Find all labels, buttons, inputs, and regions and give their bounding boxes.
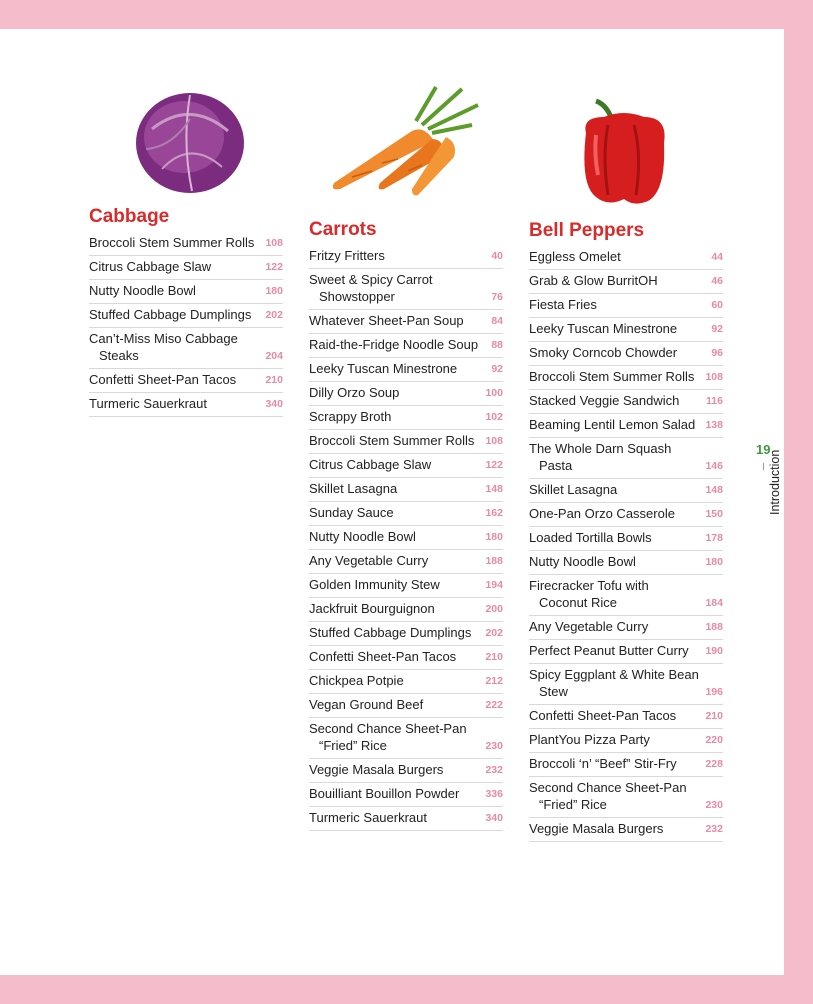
recipe-title: Any Vegetable Curry bbox=[309, 553, 429, 568]
carrots-illustration bbox=[312, 85, 480, 197]
page-ref: 228 bbox=[705, 758, 723, 770]
column-heading: Carrots bbox=[309, 219, 377, 240]
recipe-title: Can’t-Miss Miso Cabbage Steaks bbox=[89, 331, 238, 363]
recipe-title: PlantYou Pizza Party bbox=[529, 732, 650, 747]
index-entry bbox=[529, 438, 723, 479]
page-ref: 100 bbox=[485, 387, 503, 399]
column-heading: Bell Peppers bbox=[529, 220, 645, 241]
index-entry bbox=[89, 328, 283, 369]
recipe-title: Vegan Ground Beef bbox=[309, 697, 424, 712]
recipe-title: Confetti Sheet-Pan Tacos bbox=[309, 649, 457, 664]
recipe-title: Citrus Cabbage Slaw bbox=[309, 457, 432, 472]
page-ref: 210 bbox=[705, 710, 723, 722]
page-ref: 340 bbox=[265, 398, 283, 410]
page-ref: 232 bbox=[705, 823, 723, 835]
index-entry bbox=[529, 503, 723, 527]
page-ref: 190 bbox=[705, 645, 723, 657]
index-entry bbox=[309, 598, 503, 622]
page-ref: 138 bbox=[705, 419, 723, 431]
page-ref: 200 bbox=[485, 603, 503, 615]
recipe-title: Eggless Omelet bbox=[529, 249, 621, 264]
index-entry bbox=[89, 280, 283, 304]
index-entry bbox=[309, 406, 503, 430]
bell-pepper-illustration bbox=[578, 95, 670, 209]
index-entry bbox=[309, 694, 503, 718]
index-entry bbox=[309, 718, 503, 759]
page-ref: 92 bbox=[711, 323, 723, 335]
recipe-title: Broccoli Stem Summer Rolls bbox=[529, 369, 695, 384]
index-entry bbox=[309, 574, 503, 598]
recipe-title: Confetti Sheet-Pan Tacos bbox=[89, 372, 237, 387]
index-entry bbox=[529, 664, 723, 705]
page-ref: 194 bbox=[485, 579, 503, 591]
index-entry bbox=[529, 753, 723, 777]
page-ref: 222 bbox=[485, 699, 503, 711]
page-ref: 148 bbox=[705, 484, 723, 496]
index-entry bbox=[529, 294, 723, 318]
index-entry bbox=[529, 777, 723, 818]
index-entry bbox=[529, 390, 723, 414]
page-ref: 204 bbox=[265, 350, 283, 362]
recipe-title: Broccoli ‘n’ “Beef” Stir-Fry bbox=[529, 756, 677, 771]
index-entry bbox=[309, 245, 503, 269]
recipe-title: Confetti Sheet-Pan Tacos bbox=[529, 708, 677, 723]
index-entry bbox=[309, 334, 503, 358]
recipe-title: Second Chance Sheet-Pan “Fried” Rice bbox=[309, 721, 467, 753]
recipe-title: Fiesta Fries bbox=[529, 297, 597, 312]
page-ref: 88 bbox=[491, 339, 503, 351]
recipe-title: Golden Immunity Stew bbox=[309, 577, 440, 592]
index-entry bbox=[529, 818, 723, 842]
index-entry bbox=[309, 478, 503, 502]
recipe-title: Dilly Orzo Soup bbox=[309, 385, 400, 400]
page-ref: 76 bbox=[491, 291, 503, 303]
page-ref: 116 bbox=[706, 395, 723, 407]
recipe-title: Skillet Lasagna bbox=[309, 481, 398, 496]
recipe-title: Sweet & Spicy Carrot Showstopper bbox=[309, 272, 433, 304]
page-ref: 92 bbox=[491, 363, 503, 375]
page-ref: 178 bbox=[705, 532, 723, 544]
column-heading: Cabbage bbox=[89, 206, 170, 227]
index-entry bbox=[529, 729, 723, 753]
recipe-title: Raid-the-Fridge Noodle Soup bbox=[309, 337, 479, 352]
recipe-title: Scrappy Broth bbox=[309, 409, 392, 424]
index-entry bbox=[309, 783, 503, 807]
page-ref: 162 bbox=[485, 507, 503, 519]
page-ref: 180 bbox=[265, 285, 283, 297]
page-ref: 122 bbox=[265, 261, 283, 273]
index-entry bbox=[309, 430, 503, 454]
index-entry bbox=[309, 310, 503, 334]
index-entry bbox=[309, 622, 503, 646]
page-ref: 196 bbox=[705, 686, 723, 698]
recipe-title: Fritzy Fritters bbox=[309, 248, 385, 263]
recipe-title: Perfect Peanut Butter Curry bbox=[529, 643, 689, 658]
recipe-title: Sunday Sauce bbox=[309, 505, 394, 520]
cabbage-column bbox=[89, 206, 283, 417]
recipe-title: Nutty Noodle Bowl bbox=[529, 554, 636, 569]
page-ref: 230 bbox=[485, 740, 503, 752]
page-ref: 148 bbox=[485, 483, 503, 495]
recipe-title: Whatever Sheet-Pan Soup bbox=[309, 313, 464, 328]
recipe-title: Broccoli Stem Summer Rolls bbox=[309, 433, 475, 448]
recipe-title: Spicy Eggplant & White Bean Stew bbox=[529, 667, 699, 699]
index-entry bbox=[309, 646, 503, 670]
recipe-title: Bouilliant Bouillon Powder bbox=[309, 786, 460, 801]
index-entry bbox=[89, 256, 283, 280]
entry-list bbox=[89, 232, 283, 417]
page-ref: 108 bbox=[265, 237, 283, 249]
index-entry bbox=[309, 526, 503, 550]
index-entry bbox=[89, 304, 283, 328]
index-entry bbox=[309, 382, 503, 406]
recipe-title: Second Chance Sheet-Pan “Fried” Rice bbox=[529, 780, 687, 812]
recipe-title: Stacked Veggie Sandwich bbox=[529, 393, 680, 408]
page-ref: 340 bbox=[485, 812, 503, 824]
index-entry bbox=[529, 551, 723, 575]
page-ref: 188 bbox=[705, 621, 723, 633]
recipe-title: Stuffed Cabbage Dumplings bbox=[309, 625, 472, 640]
index-entry bbox=[529, 479, 723, 503]
bell-peppers-column bbox=[529, 220, 723, 842]
index-entry bbox=[89, 369, 283, 393]
index-entry bbox=[309, 759, 503, 783]
page-ref: 150 bbox=[705, 508, 723, 520]
page-number: 19 bbox=[756, 442, 771, 457]
recipe-title: Grab & Glow BurritOH bbox=[529, 273, 658, 288]
recipe-title: Jackfruit Bourguignon bbox=[309, 601, 435, 616]
page-ref: 336 bbox=[485, 788, 503, 800]
page-ref: 40 bbox=[491, 250, 503, 262]
page-ref: 230 bbox=[705, 799, 723, 811]
entry-list bbox=[309, 245, 503, 831]
recipe-title: One-Pan Orzo Casserole bbox=[529, 506, 675, 521]
page-ref: 188 bbox=[485, 555, 503, 567]
recipe-title: Smoky Corncob Chowder bbox=[529, 345, 678, 360]
index-entry bbox=[529, 318, 723, 342]
index-entry bbox=[529, 366, 723, 390]
index-entry bbox=[529, 616, 723, 640]
page-ref: 202 bbox=[485, 627, 503, 639]
recipe-title: Beaming Lentil Lemon Salad bbox=[529, 417, 696, 432]
recipe-title: Veggie Masala Burgers bbox=[529, 821, 664, 836]
index-entry bbox=[309, 550, 503, 574]
page-ref: 220 bbox=[705, 734, 723, 746]
index-entry bbox=[89, 393, 283, 417]
running-head: Introduction bbox=[768, 449, 782, 515]
index-entry bbox=[529, 640, 723, 664]
page-ref: 108 bbox=[705, 371, 723, 383]
recipe-title: Veggie Masala Burgers bbox=[309, 762, 444, 777]
folio-divider bbox=[763, 463, 764, 470]
page-ref: 102 bbox=[485, 411, 503, 423]
index-entry bbox=[529, 342, 723, 366]
carrots-column bbox=[309, 219, 503, 831]
page-ref: 210 bbox=[265, 374, 283, 386]
index-entry bbox=[529, 414, 723, 438]
recipe-title: Leeky Tuscan Minestrone bbox=[529, 321, 678, 336]
page-ref: 180 bbox=[705, 556, 723, 568]
page-ref: 60 bbox=[711, 299, 723, 311]
recipe-title: The Whole Darn Squash Pasta bbox=[529, 441, 672, 473]
recipe-title: Loaded Tortilla Bowls bbox=[529, 530, 652, 545]
page-ref: 184 bbox=[705, 597, 723, 609]
recipe-title: Stuffed Cabbage Dumplings bbox=[89, 307, 252, 322]
recipe-title: Leeky Tuscan Minestrone bbox=[309, 361, 458, 376]
index-entry bbox=[309, 502, 503, 526]
page-ref: 180 bbox=[485, 531, 503, 543]
page-ref: 96 bbox=[711, 347, 723, 359]
page-ref: 202 bbox=[265, 309, 283, 321]
index-entry bbox=[529, 527, 723, 551]
page-ref: 46 bbox=[711, 275, 723, 287]
recipe-title: Firecracker Tofu with Coconut Rice bbox=[529, 578, 649, 610]
page-ref: 44 bbox=[711, 251, 723, 263]
recipe-title: Skillet Lasagna bbox=[529, 482, 618, 497]
cabbage-illustration bbox=[132, 89, 248, 197]
recipe-title: Chickpea Potpie bbox=[309, 673, 404, 688]
recipe-title: Broccoli Stem Summer Rolls bbox=[89, 235, 255, 250]
page-ref: 146 bbox=[705, 460, 723, 472]
entry-list bbox=[529, 246, 723, 842]
page-ref: 232 bbox=[485, 764, 503, 776]
page-ref: 212 bbox=[485, 675, 503, 687]
page-ref: 108 bbox=[485, 435, 503, 447]
page-ref: 84 bbox=[491, 315, 503, 327]
recipe-title: Nutty Noodle Bowl bbox=[309, 529, 416, 544]
index-entry bbox=[529, 705, 723, 729]
index-entry bbox=[529, 270, 723, 294]
index-entry bbox=[309, 358, 503, 382]
index-entry bbox=[89, 232, 283, 256]
index-entry bbox=[309, 269, 503, 310]
recipe-title: Any Vegetable Curry bbox=[529, 619, 649, 634]
index-entry bbox=[309, 670, 503, 694]
recipe-title: Turmeric Sauerkraut bbox=[89, 396, 207, 411]
page-ref: 122 bbox=[485, 459, 503, 471]
index-entry bbox=[309, 807, 503, 831]
book-page bbox=[0, 29, 784, 975]
recipe-title: Nutty Noodle Bowl bbox=[89, 283, 196, 298]
index-entry bbox=[309, 454, 503, 478]
recipe-title: Citrus Cabbage Slaw bbox=[89, 259, 212, 274]
recipe-title: Turmeric Sauerkraut bbox=[309, 810, 427, 825]
index-entry bbox=[529, 575, 723, 616]
index-entry bbox=[529, 246, 723, 270]
page-ref: 210 bbox=[485, 651, 503, 663]
